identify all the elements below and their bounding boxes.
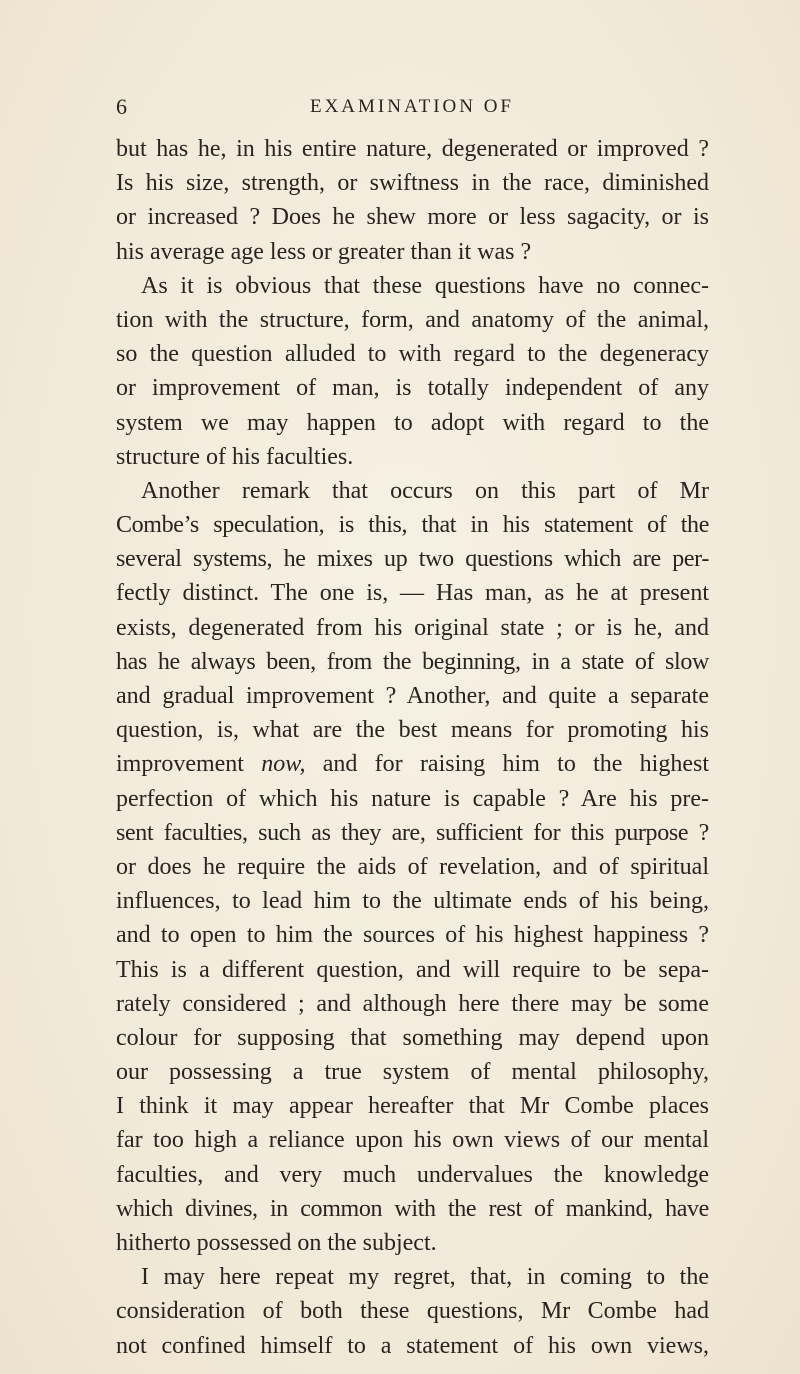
text-line: or does he require the aids of revelation, and of spiritual	[116, 853, 709, 880]
text-line: or improvement of man, is totally independent of any	[116, 375, 709, 402]
text-line: This is a different question, and will require to be sepa-	[116, 956, 709, 983]
text-line: but has he, in his entire nature, degenerated or improved ?	[116, 136, 709, 162]
text-line: influences, to lead him to the ultimate ends of his being,	[116, 888, 709, 915]
text-line: hitherto possessed on the subject.	[116, 1230, 437, 1256]
text-line: Combe’s speculation, is this, that in his statement of the	[116, 512, 709, 539]
text-line: colour for supposing that something may depend upon	[116, 1024, 709, 1051]
text-line: sent faculties, such as they are, sufficient for this purpose ?	[116, 819, 709, 846]
text-line: which divines, in common with the rest of mankind, have	[116, 1195, 709, 1222]
paragraph-first-line: I may here repeat my regret, that, in coming to the	[141, 1264, 709, 1291]
text-line: and to open to him the sources of his highest happiness ?	[116, 922, 709, 949]
text-line: I think it may appear hereafter that Mr Combe places	[116, 1093, 709, 1120]
text-line: perfection of which his nature is capable ? Are his pre-	[116, 785, 709, 812]
paragraph-first-line: Another remark that occurs on this part of Mr	[141, 477, 709, 504]
body-text	[116, 132, 709, 1363]
text-line: his average age less or greater than it was ?	[116, 238, 532, 265]
page-number: 6	[116, 94, 127, 119]
text-line: several systems, he mixes up two questions which are per-	[116, 546, 709, 573]
text-line: and gradual improvement ? Another, and quite a separate	[116, 683, 709, 709]
running-head: EXAMINATION OF	[309, 96, 515, 117]
text-line: not confined himself to a statement of his own views,	[116, 1332, 709, 1359]
text-line: fectly distinct. The one is, — Has man, as he at present	[116, 580, 709, 607]
text-line: or increased ? Does he shew more or less sagacity, or is	[116, 204, 709, 231]
paragraph-first-line: As it is obvious that these questions have no connec-	[141, 272, 709, 299]
emphasis-now: now,	[261, 751, 306, 778]
text-line: faculties, and very much undervalues the knowledge	[116, 1161, 709, 1188]
text-line: far too high a reliance upon his own views of our mental	[116, 1127, 709, 1154]
text-line: question, is, what are the best means for promoting his	[116, 717, 709, 744]
text-line: exists, degenerated from his original state ; or is he, and	[116, 614, 709, 641]
text-line: rately considered ; and although here there may be some	[116, 990, 709, 1017]
text-line: our possessing a true system of mental philosophy,	[116, 1059, 709, 1086]
text-line: structure of his faculties.	[116, 443, 354, 470]
text-line: consideration of both these questions, Mr Combe had	[116, 1298, 709, 1325]
text-line: has he always been, from the beginning, in a state of slow	[116, 648, 709, 675]
text-line: so the question alluded to with regard to the degeneracy	[116, 341, 709, 368]
text-line: tion with the structure, form, and anatomy of the animal,	[116, 306, 709, 333]
text-segment: and for raising him to the highest	[305, 751, 710, 778]
page-header	[116, 92, 708, 122]
text-line: system we may happen to adopt with regard to the	[116, 409, 709, 436]
text-line: Is his size, strength, or swiftness in the race, diminished	[116, 170, 709, 197]
text-line-with-emphasis	[116, 747, 709, 781]
text-segment: improvement	[116, 751, 262, 778]
